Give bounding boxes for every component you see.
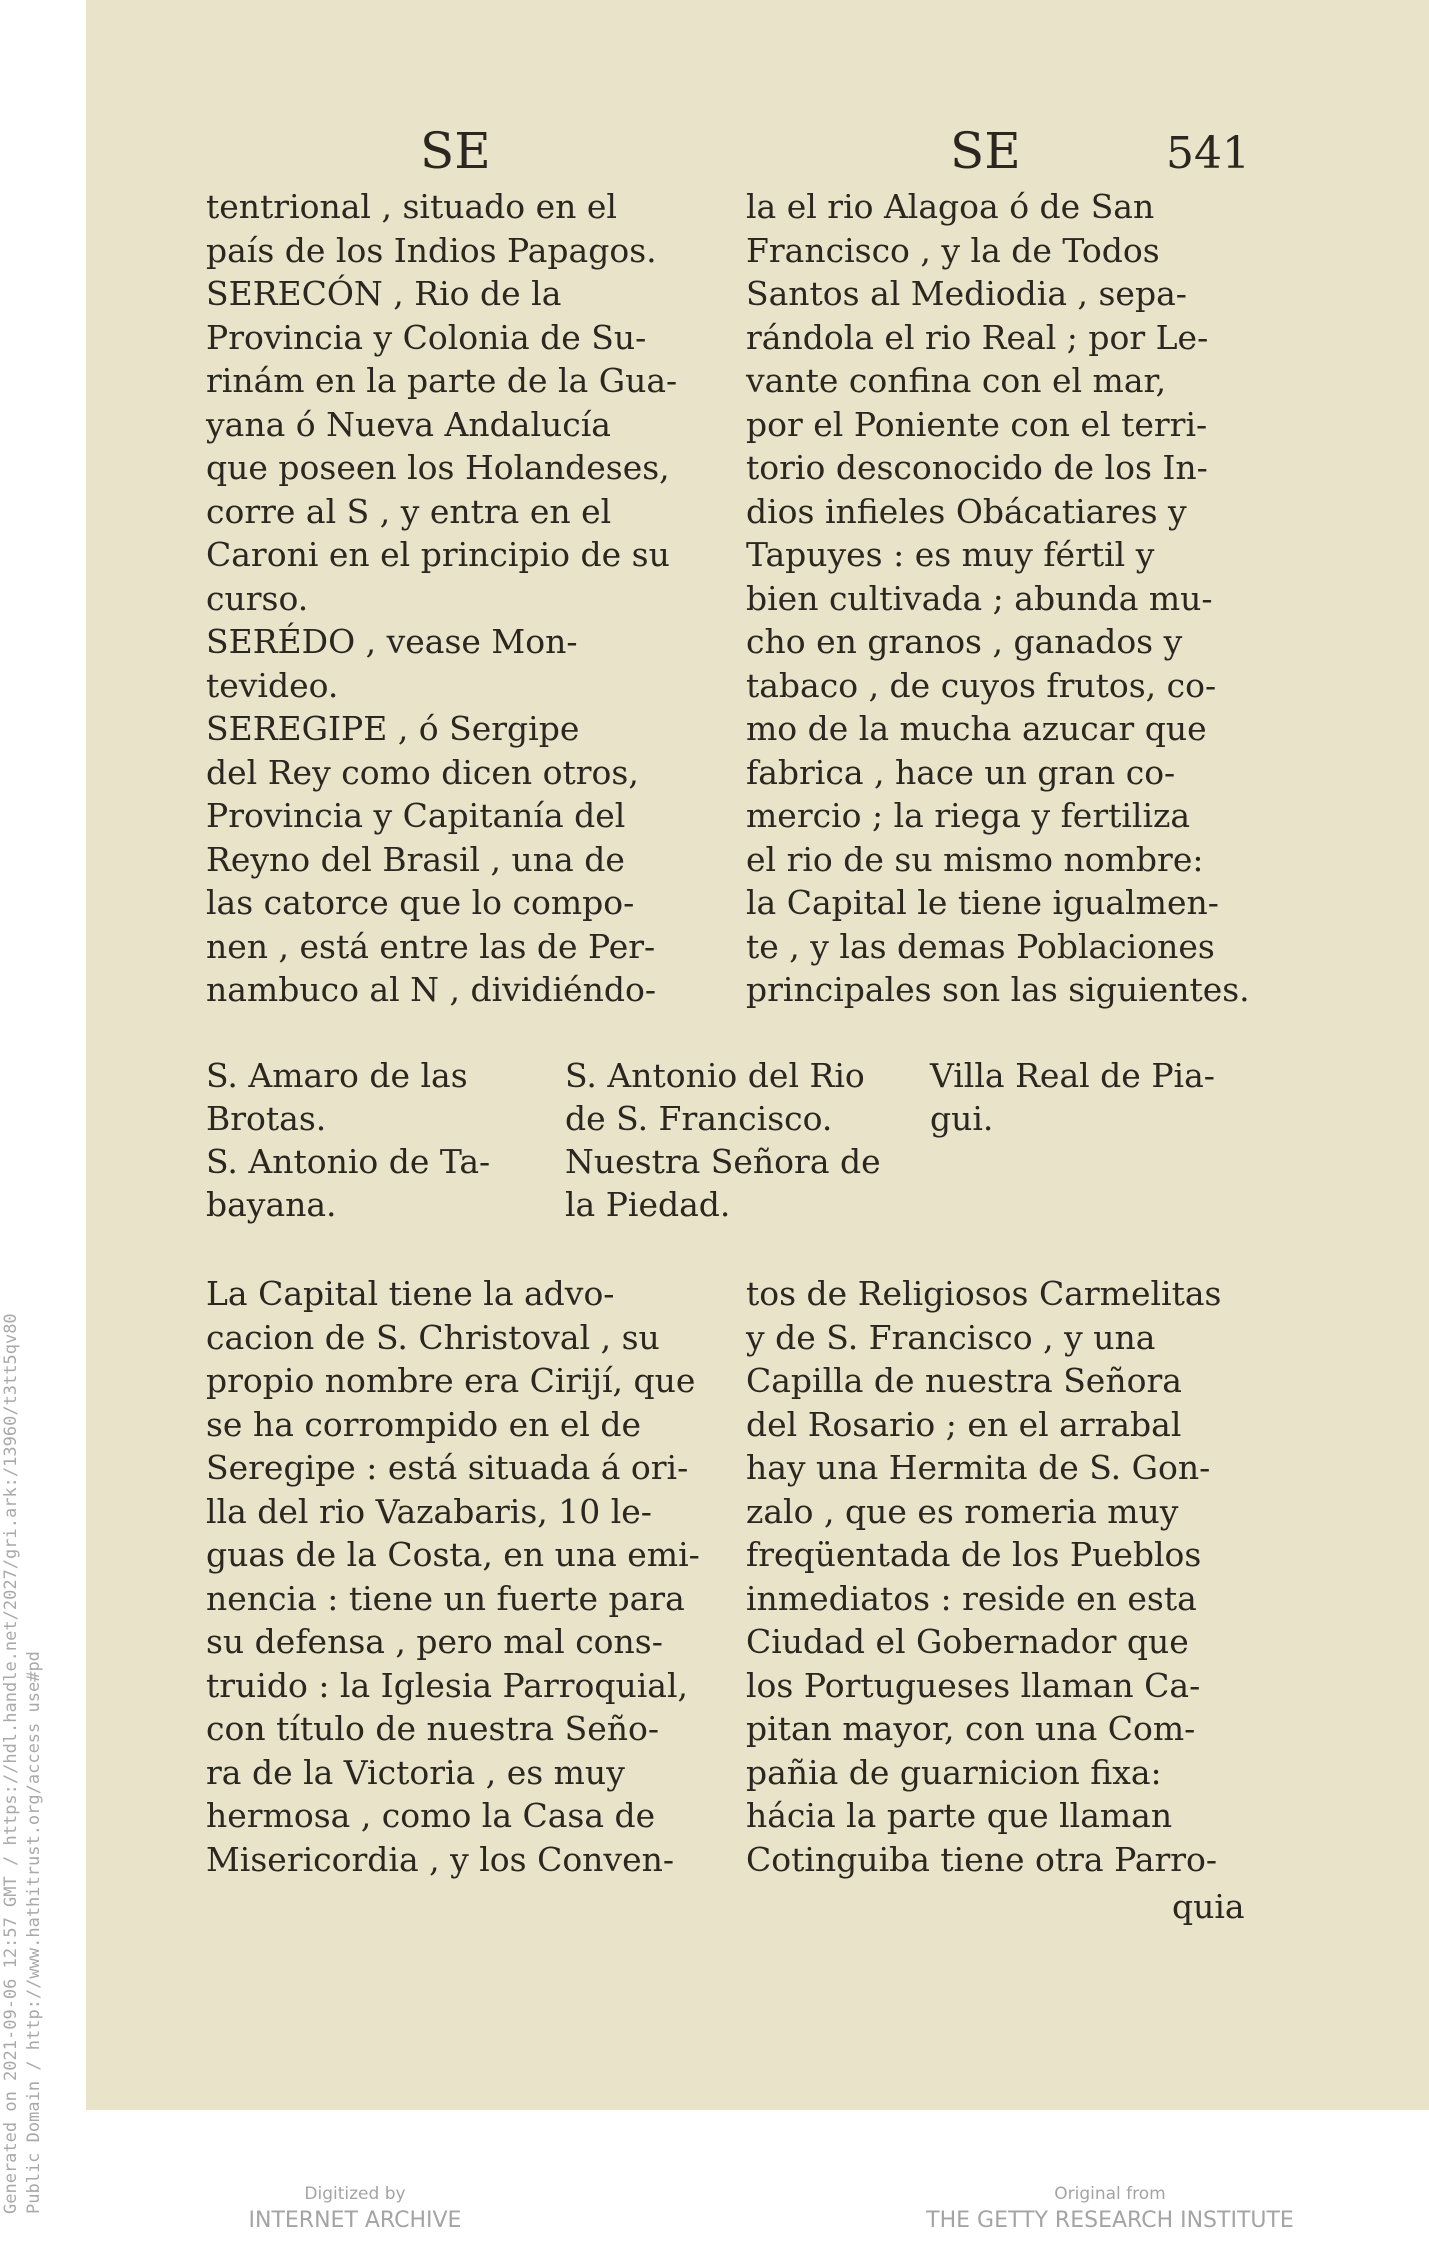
text-line: dios infieles Obácatiares y bbox=[746, 491, 1187, 531]
text-line: SEREGIPE , ó Sergipe bbox=[206, 709, 580, 748]
text-line: ra de la Victoria , es muy bbox=[206, 1752, 625, 1792]
text-line: bien cultivada ; abunda mu- bbox=[746, 578, 1213, 618]
original-source: THE GETTY RESEARCH INSTITUTE bbox=[926, 2208, 1294, 2233]
running-head-left: SE bbox=[420, 122, 491, 180]
text-line: te , y las demas Poblaciones bbox=[746, 926, 1215, 966]
text-line: país de los Indios Papagos. bbox=[206, 230, 657, 270]
text-line: vante confina con el mar, bbox=[746, 361, 1167, 400]
text-line: lla del rio Vazabaris, 10 le- bbox=[206, 1491, 652, 1531]
original-label: Original from bbox=[1054, 2184, 1166, 2204]
text-line: del Rey como dicen otros, bbox=[206, 752, 639, 792]
text-line: propio nombre era Cirijí, que bbox=[206, 1361, 696, 1400]
watermark-line-2: Public Domain / http://www.hathitrust.org/access use#pd bbox=[24, 1651, 44, 2214]
page-number: 541 bbox=[1166, 128, 1250, 179]
text-line: La Capital tiene la advo- bbox=[206, 1274, 615, 1313]
text-line: por el Poniente con el terri- bbox=[746, 404, 1208, 444]
text-line: nencia : tiene un fuerte para bbox=[206, 1578, 685, 1618]
lower-left-column bbox=[206, 1272, 706, 1881]
text-line: Caroni en el principio de su bbox=[206, 535, 670, 574]
text-line: que poseen los Holandeses, bbox=[206, 448, 670, 487]
text-line: Nuestra Señora de bbox=[565, 1142, 881, 1181]
digitized-by bbox=[210, 2184, 500, 2233]
text-line: nambuco al N , dividiéndo- bbox=[206, 970, 656, 1009]
text-line: inmediatos : reside en esta bbox=[746, 1578, 1197, 1618]
text-line: la Piedad. bbox=[565, 1185, 731, 1224]
text-line: guas de la Costa, en una emi- bbox=[206, 1535, 700, 1574]
text-line: torio desconocido de los In- bbox=[746, 448, 1208, 487]
text-line: bayana. bbox=[206, 1185, 337, 1224]
text-line: la el rio Alagoa ó de San bbox=[746, 187, 1155, 226]
text-line: Capilla de nuestra Señora bbox=[746, 1361, 1182, 1400]
text-line: hermosa , como la Casa de bbox=[206, 1796, 656, 1835]
text-line: Tapuyes : es muy fértil y bbox=[746, 535, 1155, 574]
text-line: Francisco , y la de Todos bbox=[746, 230, 1160, 270]
places-column-3 bbox=[930, 1054, 1260, 1140]
text-line: tos de Religiosos Carmelitas bbox=[746, 1274, 1222, 1313]
text-line: truido : la Iglesia Parroquial, bbox=[206, 1665, 689, 1705]
catchword: quia bbox=[1172, 1887, 1245, 1926]
places-column-2 bbox=[565, 1054, 905, 1226]
text-line: Misericordia , y los Conven- bbox=[206, 1839, 675, 1879]
text-line: yana ó Nueva Andalucía bbox=[206, 404, 611, 444]
text-line: cacion de S. Christoval , su bbox=[206, 1317, 660, 1357]
original-from bbox=[860, 2184, 1360, 2233]
text-line: el rio de su mismo nombre: bbox=[746, 839, 1204, 879]
upper-right-column bbox=[746, 185, 1256, 1012]
text-line: SERECÓN , Rio de la bbox=[206, 274, 562, 313]
text-line: tevideo. bbox=[206, 665, 339, 705]
text-line: tabaco , de cuyos frutos, co- bbox=[746, 665, 1217, 705]
text-line: su defensa , pero mal cons- bbox=[206, 1622, 663, 1661]
watermark-line-1: Generated on 2021-09-06 12:57 GMT / https://hdl.handle.net/2027/gri.ark:/13960/t3tt5qv80 bbox=[1, 1313, 21, 2214]
text-line: Ciudad el Gobernador que bbox=[746, 1622, 1189, 1661]
text-line: rinám en la parte de la Gua- bbox=[206, 361, 678, 400]
text-line: S. Antonio de Ta- bbox=[206, 1142, 491, 1181]
text-line: Seregipe : está situada á ori- bbox=[206, 1448, 689, 1487]
text-line: Provincia y Colonia de Su- bbox=[206, 317, 647, 357]
text-line: Villa Real de Pia- bbox=[930, 1056, 1215, 1095]
text-line: freqüentada de los Pueblos bbox=[746, 1535, 1202, 1574]
text-line: cho en granos , ganados y bbox=[746, 622, 1183, 661]
running-head-right: SE bbox=[950, 122, 1021, 180]
digitized-label: Digitized by bbox=[304, 2184, 406, 2204]
text-line: hácia la parte que llaman bbox=[746, 1796, 1173, 1835]
text-line: SERÉDO , vease Mon- bbox=[206, 622, 578, 661]
text-line: rándola el rio Real ; por Le- bbox=[746, 317, 1209, 357]
text-line: curso. bbox=[206, 578, 309, 618]
text-line: zalo , que es romeria muy bbox=[746, 1491, 1179, 1531]
text-line: Brotas. bbox=[206, 1099, 327, 1138]
text-line: mercio ; la riega y fertiliza bbox=[746, 796, 1191, 835]
places-column-1 bbox=[206, 1054, 536, 1226]
lower-right-column bbox=[746, 1272, 1256, 1881]
text-line: S. Antonio del Rio bbox=[565, 1056, 865, 1095]
text-line: Provincia y Capitanía del bbox=[206, 796, 626, 835]
text-line: del Rosario ; en el arrabal bbox=[746, 1404, 1182, 1444]
text-line: la Capital le tiene igualmen- bbox=[746, 883, 1219, 922]
text-line: y de S. Francisco , y una bbox=[746, 1317, 1156, 1357]
text-line: pañia de guarnicion fixa: bbox=[746, 1752, 1162, 1792]
text-line: fabrica , hace un gran co- bbox=[746, 752, 1176, 792]
hathitrust-watermark bbox=[0, 1313, 46, 2214]
text-line: mo de la mucha azucar que bbox=[746, 709, 1207, 748]
text-line: hay una Hermita de S. Gon- bbox=[746, 1448, 1211, 1487]
text-line: Santos al Mediodia , sepa- bbox=[746, 274, 1187, 313]
text-line: tentrional , situado en el bbox=[206, 187, 617, 226]
text-line: pitan mayor, con una Com- bbox=[746, 1709, 1196, 1748]
text-line: principales son las siguientes. bbox=[746, 970, 1250, 1009]
digitized-source: INTERNET ARCHIVE bbox=[248, 2208, 462, 2233]
upper-left-column bbox=[206, 185, 706, 1012]
text-line: gui. bbox=[930, 1099, 994, 1138]
text-line: las catorce que lo compo- bbox=[206, 883, 635, 922]
text-line: Reyno del Brasil , una de bbox=[206, 839, 625, 879]
text-line: nen , está entre las de Per- bbox=[206, 926, 656, 966]
text-line: los Portugueses llaman Ca- bbox=[746, 1665, 1201, 1705]
text-line: S. Amaro de las bbox=[206, 1056, 468, 1095]
text-line: Cotinguiba tiene otra Parro- bbox=[746, 1839, 1218, 1879]
text-line: corre al S , y entra en el bbox=[206, 491, 612, 531]
text-line: se ha corrompido en el de bbox=[206, 1404, 642, 1444]
text-line: de S. Francisco. bbox=[565, 1099, 833, 1138]
text-line: con título de nuestra Seño- bbox=[206, 1709, 660, 1748]
